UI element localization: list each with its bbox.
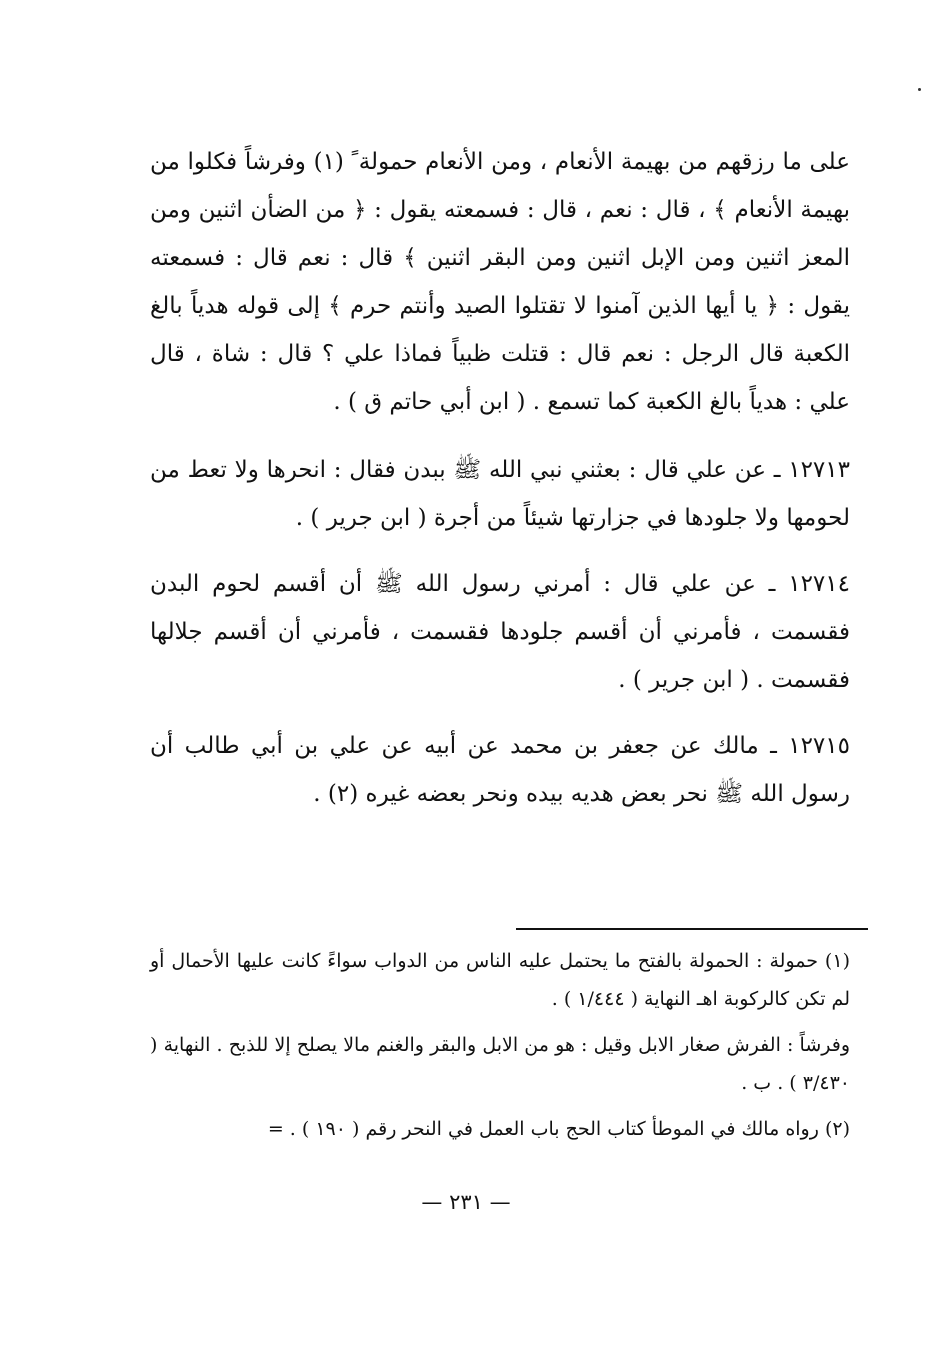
footnote-1: (١) حمولة : الحمولة بالفتح ما يحتمل عليه الناس من الدواب سواءً كانت عليها الأحمال أو لم تكن كالركوبة اهـ النهاية ( ١/٤٤٤ ) . xyxy=(150,950,850,1010)
footnotes xyxy=(150,942,850,1156)
footnote-divider xyxy=(516,928,868,930)
page-number: — ٢٣١ — xyxy=(421,1190,511,1214)
corner-mark xyxy=(918,88,921,91)
paragraph-continuation: على ما رزقهم من بهيمة الأنعام ، ومن الأنعام حمولة ً (١) وفرشاً فكلوا من بهيمة الأنعام ﴾ ، قال : نعم ، قال : فسمعته يقول : ﴿ من الضأن اثنين ومن المعز اثنين ومن الإبل اثنين ومن البقر اثنين ﴾ قال : نعم قال : فسمعته يقول : ﴿ يا أيها الذين آمنوا لا تقتلوا الصيد وأنتم حرم ﴾ إلى قوله هدياً بالغ الكعبة قال الرجل : نعم قال : قتلت ظبياً فماذا علي ؟ قال : شاة ، قال علي : هدياً بالغ الكعبة كما تسمع . ( ابن أبي حاتم ق ) . xyxy=(150,149,850,415)
hadith-12715: ١٢٧١٥ ـ مالك عن جعفر بن محمد عن أبيه عن علي بن أبي طالب أن رسول الله ﷺ نحر بعض هديه بيده ونحر بعضه غيره (٢) . xyxy=(150,733,850,807)
main-text xyxy=(150,138,850,836)
hadith-12713: ١٢٧١٣ ـ عن علي قال : بعثني نبي الله ﷺ ببدن فقال : انحرها ولا تعط من لحومها ولا جلودها في جزارتها شيئاً من أجرة ( ابن جرير ) . xyxy=(150,457,850,531)
footnote-1-continued: وفرشاً : الفرش صغار الابل وقيل : هو من الابل والبقر والغنم مالا يصلح إلا للذبح . النهاية ( ٣/٤٣٠ ) . ب . xyxy=(150,1034,850,1094)
hadith-12714: ١٢٧١٤ ـ عن علي قال : أمرني رسول الله ﷺ أن أقسم لحوم البدن فقسمت ، فأمرني أن أقسم جلودها فقسمت ، فأمرني أن أقسم جلالها فقسمت . ( ابن جرير ) . xyxy=(150,571,850,693)
footnote-2: (٢) رواه مالك في الموطأ كتاب الحج باب العمل في النحر رقم ( ١٩٠ ) . = xyxy=(267,1118,850,1140)
